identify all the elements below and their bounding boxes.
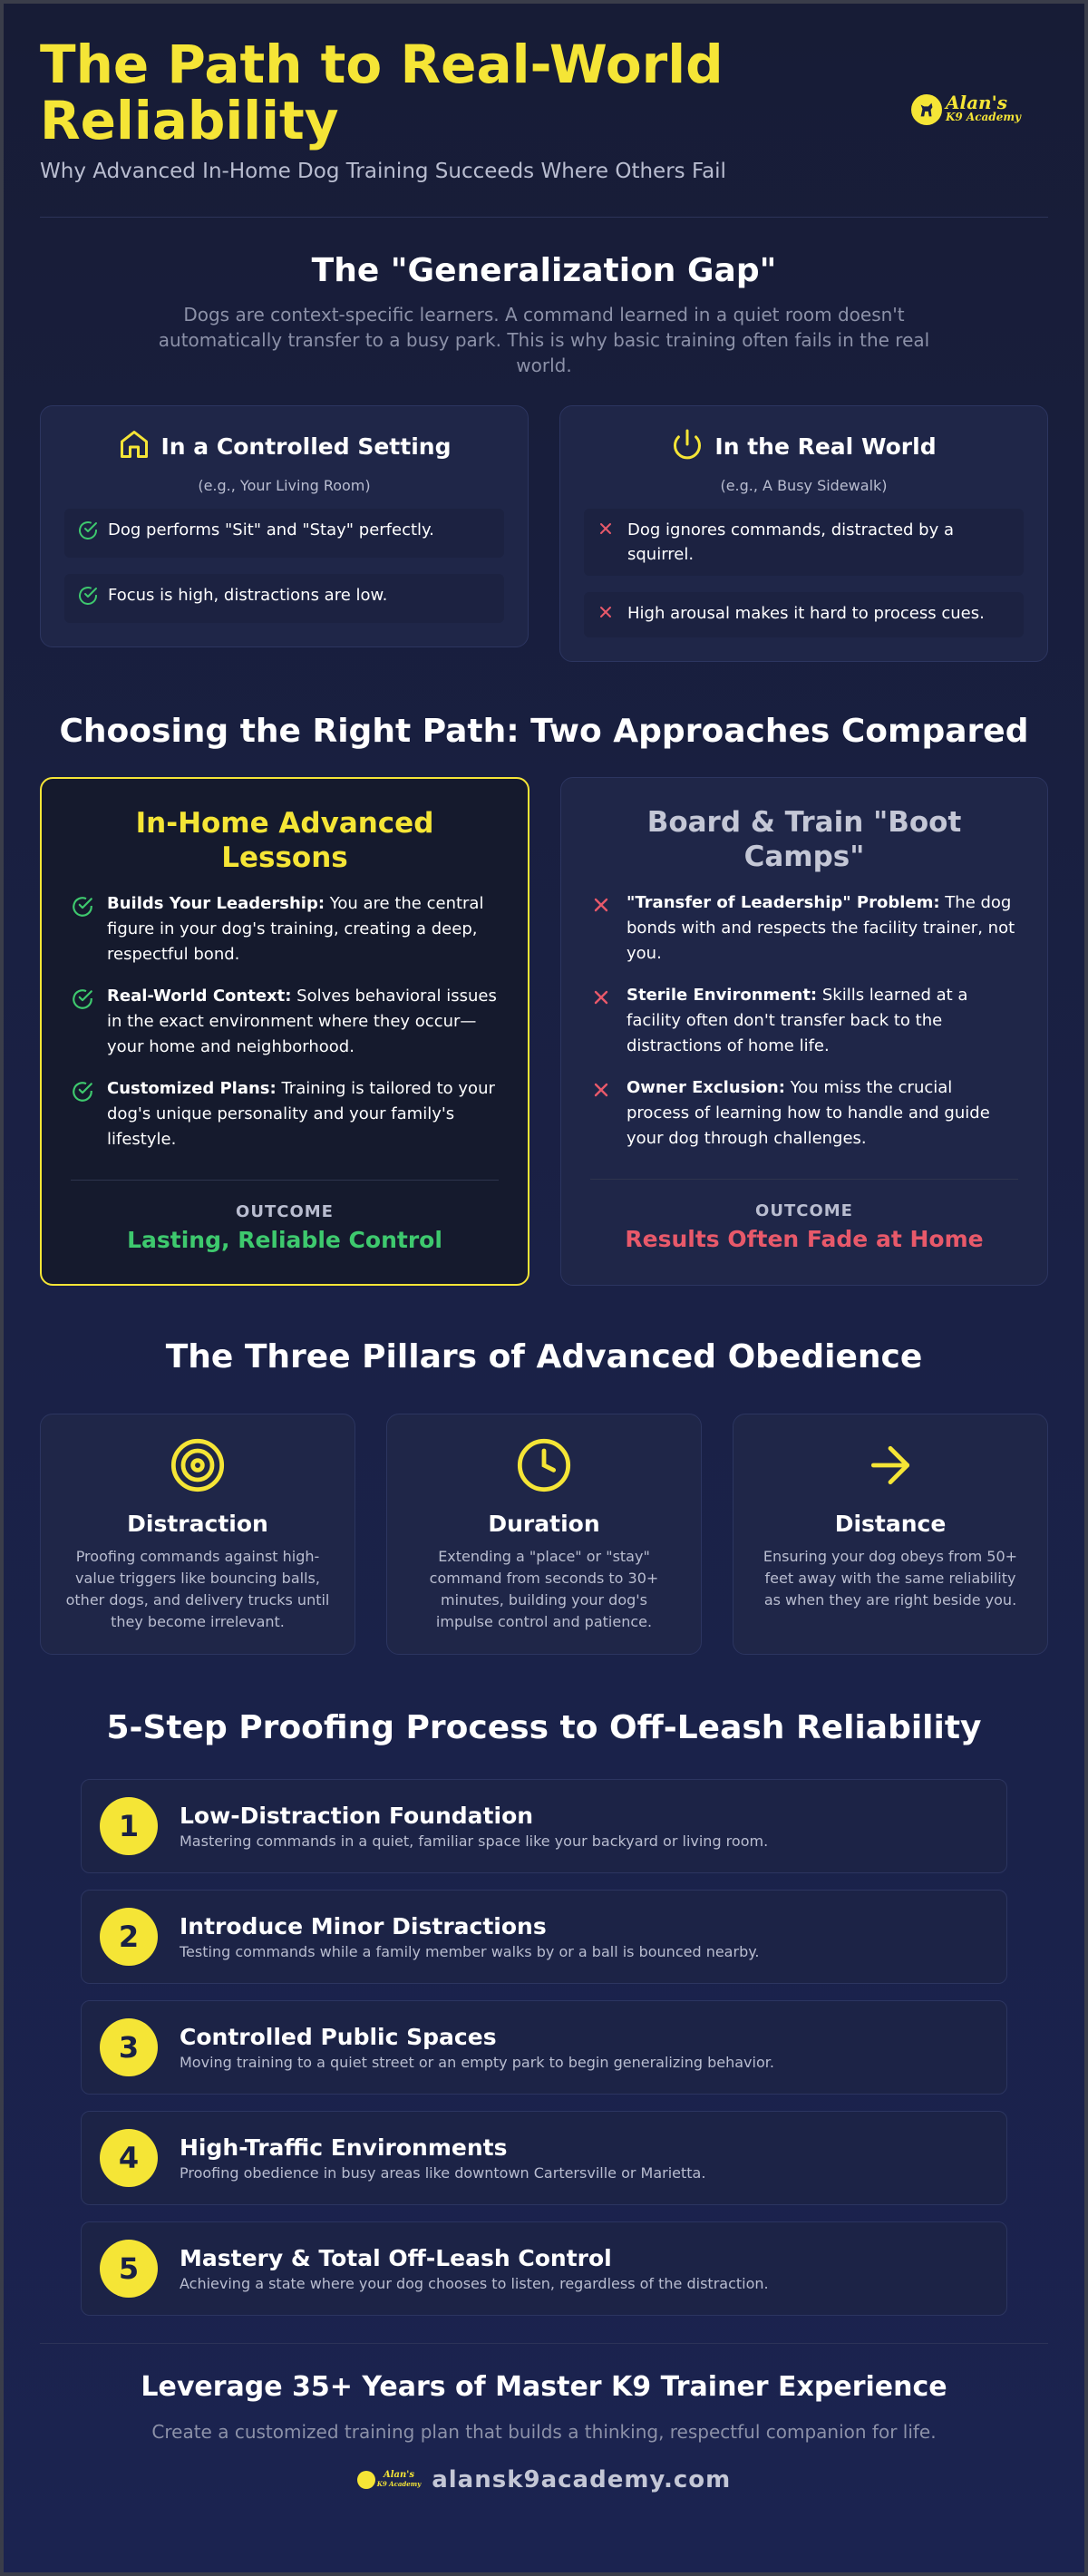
step-title: Low-Distraction Foundation — [180, 1803, 534, 1829]
dog-icon — [911, 94, 942, 125]
pillar-card-distraction — [40, 1414, 355, 1655]
section-title: Choosing the Right Path: Two Approaches Compared — [59, 713, 1029, 750]
x-icon — [590, 890, 616, 967]
proofing-steps-section — [40, 1655, 1048, 2316]
section-title: The Three Pillars of Advanced Obedience — [165, 1338, 923, 1375]
call-to-action — [40, 2343, 1048, 2493]
section-title: 5-Step Proofing Process to Off-Leash Reliability — [106, 1709, 982, 1746]
real-world-card — [559, 405, 1048, 662]
pillar-description: Extending a "place" or "stay" command from seconds to 30+ minutes, building your dog's impulse control and patience. — [429, 1548, 659, 1630]
step-description: Proofing obedience in busy areas like downtown Cartersville or Marietta. — [180, 2164, 706, 2182]
pillar-title: Distance — [834, 1511, 947, 1537]
list-item: Owner Exclusion: You miss the crucial process of learning how to handle and guide your dog through challenges. — [590, 1075, 1018, 1152]
controlled-setting-card — [40, 405, 529, 647]
check-circle-icon — [71, 891, 96, 967]
x-icon — [597, 601, 618, 628]
step-item — [81, 1890, 1007, 1984]
step-number: 2 — [100, 1908, 158, 1966]
outcome-label: OUTCOME — [236, 1202, 334, 1221]
brand-logo — [911, 94, 1021, 125]
pillars-section — [40, 1286, 1048, 1655]
outcome-value: Lasting, Reliable Control — [127, 1227, 442, 1253]
pillar-card-duration — [386, 1414, 702, 1655]
step-number: 5 — [100, 2240, 158, 2298]
list-item: Builds Your Leadership: You are the central figure in your dog's training, creating a deep, respectful bond. — [71, 891, 499, 967]
header — [40, 4, 1048, 218]
pillar-description: Proofing commands against high-value triggers like bouncing balls, other dogs, and delivery trucks until they become irrelevant. — [65, 1548, 330, 1630]
card-title: Board & Train "Boot Camps" — [646, 806, 962, 873]
target-icon — [169, 1481, 227, 1498]
step-title: Introduce Minor Distractions — [180, 1913, 547, 1939]
generalization-gap-section — [40, 218, 1048, 662]
card-title: In-Home Advanced Lessons — [135, 807, 434, 874]
logo-tagline: K9 Academy — [945, 111, 1021, 123]
check-circle-icon — [71, 1076, 96, 1152]
step-description: Testing commands while a family member walks by or a ball is bounced nearby. — [180, 1943, 760, 1960]
step-description: Moving training to a quiet street or an empty park to begin generalizing behavior. — [180, 2054, 774, 2071]
board-and-train-card — [560, 777, 1048, 1286]
card-title: In the Real World — [714, 433, 937, 460]
check-circle-icon — [71, 984, 96, 1060]
pillar-description: Ensuring your dog obeys from 50+ feet away with the same reliability as when they are right beside you. — [763, 1548, 1018, 1609]
list-item: Dog ignores commands, distracted by a squirrel. — [584, 509, 1024, 576]
page-title: The Path to Real-World Reliability — [40, 34, 724, 151]
clock-icon — [515, 1481, 573, 1498]
brand-logo-small: Alan's K9 Academy — [357, 2471, 421, 2489]
pillar-title: Distraction — [127, 1511, 268, 1537]
step-title: High-Traffic Environments — [180, 2134, 508, 2161]
section-title: The "Generalization Gap" — [311, 252, 777, 289]
list-item: "Transfer of Leadership" Problem: The dog bonds with and respects the facility trainer, not you. — [590, 890, 1018, 967]
pillar-card-distance — [733, 1414, 1048, 1655]
x-icon — [590, 983, 616, 1059]
card-title: In a Controlled Setting — [160, 433, 452, 460]
in-home-lessons-card — [40, 777, 529, 1286]
step-item — [81, 2221, 1007, 2316]
card-subtitle: (e.g., A Busy Sidewalk) — [720, 477, 888, 494]
section-description: Dogs are context-specific learners. A command learned in a quiet room doesn't automatically transfer to a busy park. This is why basic training often fails in the real world. — [158, 304, 930, 376]
list-item: High arousal makes it hard to process cues. — [584, 592, 1024, 637]
step-title: Mastery & Total Off-Leash Control — [180, 2245, 612, 2271]
check-circle-icon — [77, 518, 99, 549]
list-item: Dog performs "Sit" and "Stay" perfectly. — [64, 509, 504, 558]
cta-description: Create a customized training plan that builds a thinking, respectful companion for life. — [151, 2421, 937, 2443]
outcome-value: Results Often Fade at Home — [625, 1226, 984, 1252]
x-icon — [597, 518, 618, 545]
arrow-right-icon — [861, 1481, 919, 1498]
logo-name: Alan's — [945, 92, 1007, 113]
step-description: Mastering commands in a quiet, familiar space like your backyard or living room. — [180, 1832, 769, 1850]
list-item: Real-World Context: Solves behavioral issues in the exact environment where they occur—your home and neighborhood. — [71, 984, 499, 1060]
page-subtitle: Why Advanced In-Home Dog Training Succeeds Where Others Fail — [40, 160, 726, 183]
dog-icon — [357, 2471, 375, 2489]
list-item: Sterile Environment: Skills learned at a facility often don't transfer back to the distractions of home life. — [590, 983, 1018, 1059]
step-item — [81, 2111, 1007, 2205]
step-number: 1 — [100, 1797, 158, 1855]
x-icon — [590, 1075, 616, 1152]
step-item — [81, 1779, 1007, 1873]
outcome-block — [71, 1180, 499, 1253]
step-title: Controlled Public Spaces — [180, 2024, 497, 2050]
approaches-section — [40, 662, 1048, 1286]
home-icon — [118, 428, 151, 464]
website-link[interactable]: alansk9academy.com — [432, 2466, 732, 2493]
step-description: Achieving a state where your dog chooses to listen, regardless of the distraction. — [180, 2275, 769, 2292]
pillar-title: Duration — [488, 1511, 600, 1537]
list-item: Focus is high, distractions are low. — [64, 574, 504, 623]
outcome-block — [590, 1179, 1018, 1252]
step-number: 4 — [100, 2129, 158, 2187]
step-number: 3 — [100, 2018, 158, 2076]
check-circle-icon — [77, 583, 99, 614]
power-icon — [671, 428, 704, 464]
list-item: Customized Plans: Training is tailored to your dog's unique personality and your family's lifestyle. — [71, 1076, 499, 1152]
card-subtitle: (e.g., Your Living Room) — [198, 477, 371, 494]
cta-title: Leverage 35+ Years of Master K9 Trainer Experience — [141, 2371, 947, 2403]
outcome-label: OUTCOME — [755, 1201, 853, 1220]
step-item — [81, 2000, 1007, 2095]
